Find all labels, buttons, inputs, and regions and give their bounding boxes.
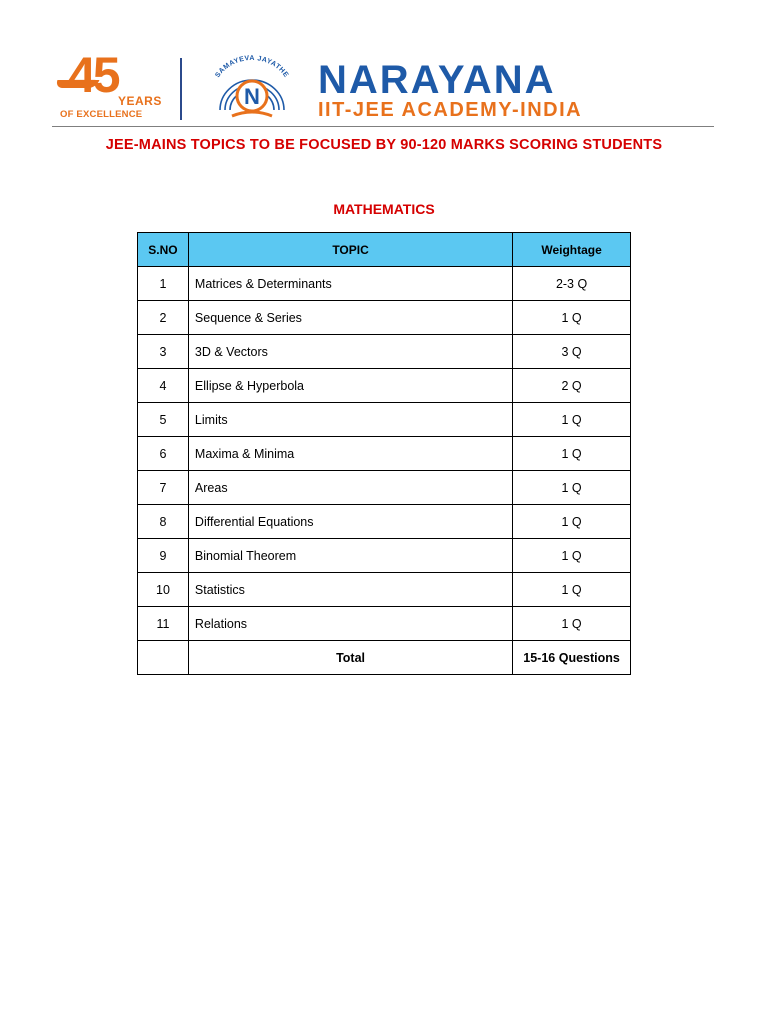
table-row bbox=[138, 403, 631, 437]
cell-weightage: 3 Q bbox=[513, 335, 631, 369]
cell-sno: 4 bbox=[138, 369, 189, 403]
cell-topic: Limits bbox=[188, 403, 512, 437]
cell-topic: Sequence & Series bbox=[188, 301, 512, 335]
subject-heading: MATHEMATICS bbox=[333, 201, 435, 217]
table-row bbox=[138, 573, 631, 607]
badge-number: 45 bbox=[68, 47, 118, 103]
table-row bbox=[138, 505, 631, 539]
table-row bbox=[138, 301, 631, 335]
cell-total-sno bbox=[138, 641, 189, 675]
cell-sno: 11 bbox=[138, 607, 189, 641]
cell-topic: Relations bbox=[188, 607, 512, 641]
cell-topic: Areas bbox=[188, 471, 512, 505]
cell-weightage: 1 Q bbox=[513, 505, 631, 539]
cell-topic: Maxima & Minima bbox=[188, 437, 512, 471]
topics-table bbox=[137, 232, 631, 675]
cell-topic: Ellipse & Hyperbola bbox=[188, 369, 512, 403]
anniversary-badge-logo bbox=[56, 47, 174, 120]
cell-weightage: 1 Q bbox=[513, 573, 631, 607]
table-row bbox=[138, 437, 631, 471]
cell-weightage: 1 Q bbox=[513, 301, 631, 335]
svg-text:SAMAYEVA JAYATHE bbox=[214, 55, 289, 79]
brand-subtitle: IIT-JEE ACADEMY-INDIA bbox=[318, 99, 583, 121]
cell-weightage: 1 Q bbox=[513, 539, 631, 573]
column-header-sno: S.NO bbox=[138, 233, 189, 267]
cell-sno: 9 bbox=[138, 539, 189, 573]
emblem-letter: N bbox=[244, 84, 260, 109]
emblem-motto: SAMAYEVA JAYATHE bbox=[214, 54, 290, 79]
cell-sno: 1 bbox=[138, 267, 189, 301]
page-header bbox=[56, 47, 714, 122]
column-header-topic: TOPIC bbox=[188, 233, 512, 267]
header-divider bbox=[180, 58, 182, 120]
brand-name: NARAYANA bbox=[318, 58, 556, 102]
cell-weightage: 1 Q bbox=[513, 471, 631, 505]
table-total-row bbox=[138, 641, 631, 675]
cell-sno: 3 bbox=[138, 335, 189, 369]
cell-weightage: 2-3 Q bbox=[513, 267, 631, 301]
table-row bbox=[138, 471, 631, 505]
header-rule bbox=[52, 126, 714, 127]
cell-topic: Statistics bbox=[188, 573, 512, 607]
cell-topic: Matrices & Determinants bbox=[188, 267, 512, 301]
cell-weightage: 1 Q bbox=[513, 437, 631, 471]
cell-sno: 8 bbox=[138, 505, 189, 539]
table-row bbox=[138, 369, 631, 403]
cell-weightage: 2 Q bbox=[513, 369, 631, 403]
table-row bbox=[138, 539, 631, 573]
cell-sno: 7 bbox=[138, 471, 189, 505]
table-header-row bbox=[138, 233, 631, 267]
badge-excellence-label: OF EXCELLENCE bbox=[60, 109, 143, 120]
cell-weightage: 1 Q bbox=[513, 607, 631, 641]
cell-total-weightage: 15-16 Questions bbox=[513, 641, 631, 675]
cell-topic: 3D & Vectors bbox=[188, 335, 512, 369]
cell-sno: 5 bbox=[138, 403, 189, 437]
cell-topic: Differential Equations bbox=[188, 505, 512, 539]
narayana-emblem-logo bbox=[202, 54, 302, 120]
cell-total-label: Total bbox=[188, 641, 512, 675]
badge-years-label: YEARS bbox=[118, 94, 162, 108]
table-row bbox=[138, 607, 631, 641]
table-row bbox=[138, 335, 631, 369]
page-title: JEE-MAINS TOPICS TO BE FOCUSED BY 90-120 MARKS SCORING STUDENTS bbox=[105, 137, 663, 153]
cell-weightage: 1 Q bbox=[513, 403, 631, 437]
cell-topic: Binomial Theorem bbox=[188, 539, 512, 573]
cell-sno: 2 bbox=[138, 301, 189, 335]
table-row bbox=[138, 267, 631, 301]
cell-sno: 6 bbox=[138, 437, 189, 471]
column-header-weightage: Weightage bbox=[513, 233, 631, 267]
cell-sno: 10 bbox=[138, 573, 189, 607]
